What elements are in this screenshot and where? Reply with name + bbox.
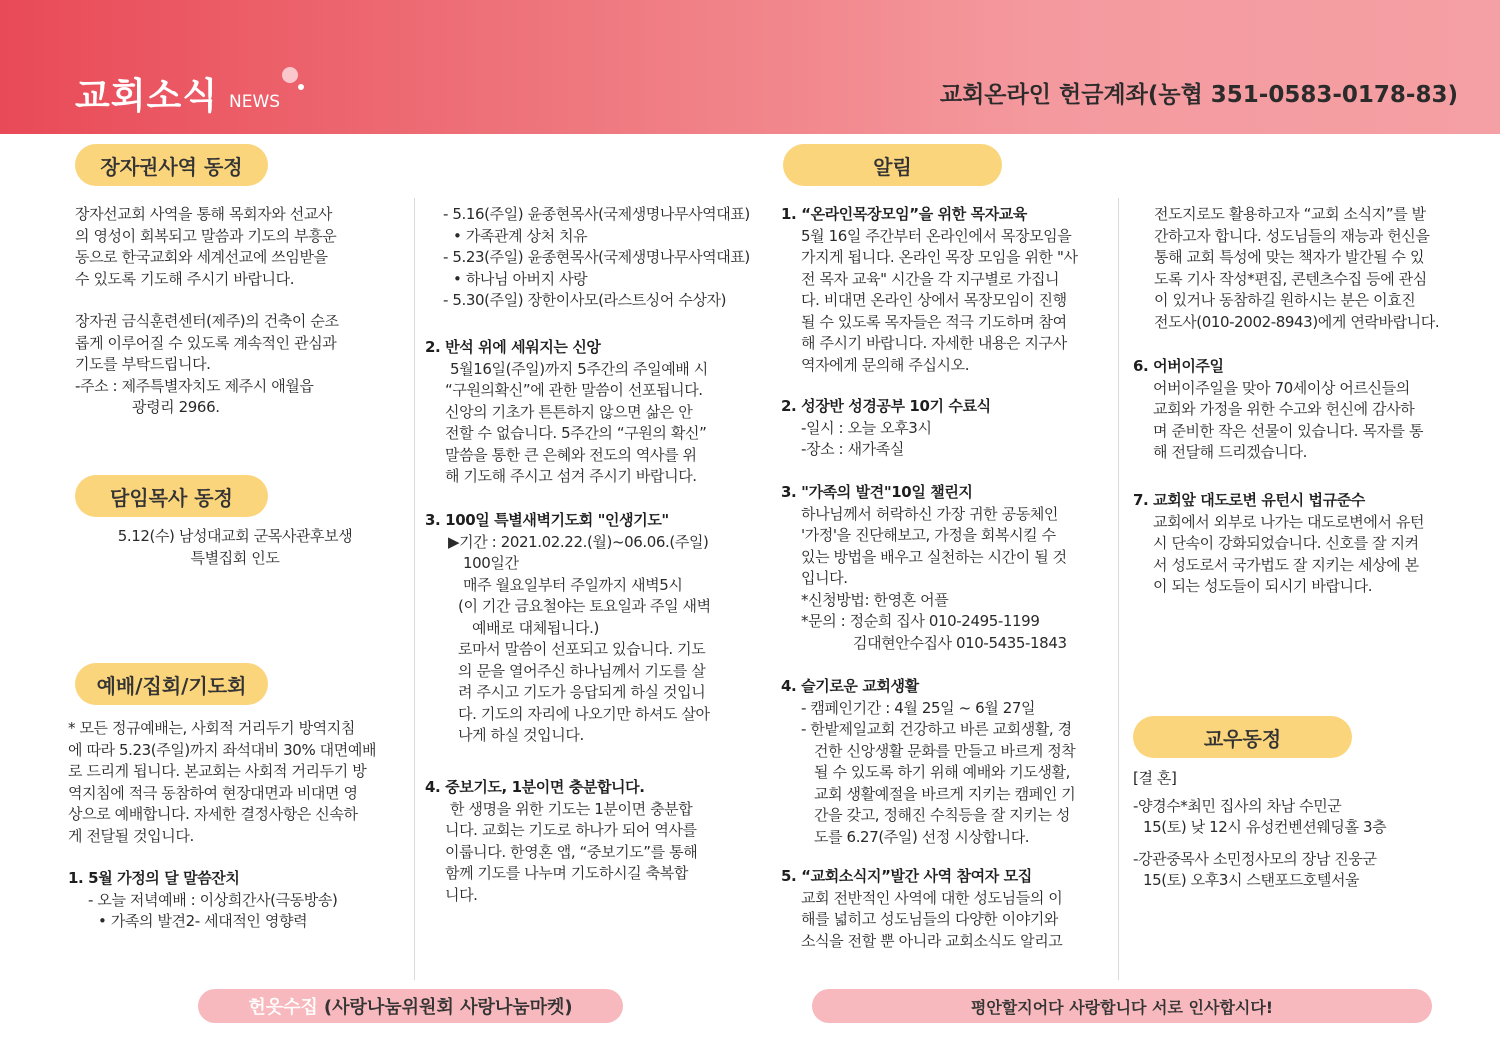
column-divider [1118, 198, 1119, 980]
column-divider [414, 198, 415, 980]
members-content: [결 혼] -양경수*최민 집사의 차남 수민군 15(토) 낮 12시 유성컨벤션웨딩홀 3층 -강관중목사 소민정사모의 장남 진웅군 15(토) 오후3시 스탠포드호텔서울 [1133, 769, 1387, 889]
sermon-schedule: - 5.16(주일) 윤종현목사(국제생명나무사역대표) • 가족관계 상처 치유 - 5.23(주일) 윤종현목사(국제생명나무사역대표) • 하나님 아버지 사랑 - 5.30(주일) 장한이사모(라스트싱어 수상자) [443, 205, 750, 309]
news-title: 교회소식 [75, 76, 219, 117]
notice-online-cell: 1. “온라인목장모임”을 위한 목자교육 5월 16일 주간부터 온라인에서 목장모임을 가지게 됩니다. 온라인 목장 모임을 위한 "사 전 목자 교육" 시간을 각 지구별로 가집니 다. 비대면 온라인 상에서 목장모임이 진행 될 수 있도록 목자들은 적극 기도하며 참여 해 주시기 바랍니다. 자세한 내용은 지구사 역자에게 문의해 주십시오. [781, 205, 1078, 374]
section-heading-pastor: 담임목사 동정 [75, 475, 268, 517]
notice-newsletter: 5. “교회소식지”발간 사역 참여자 모집 교회 전반적인 사역에 대한 성도님들의 이 해를 넓히고 성도님들의 다양한 이야기와 소식을 전할 뿐 아니라 교회소식도 알리고 [781, 867, 1063, 950]
news-subtitle: NEWS [229, 92, 281, 112]
footer-greeting [812, 989, 1432, 1023]
notice-item-2: 2. 반석 위에 세워지는 신앙 5월16일(주일)까지 5주간의 주일예배 시 “구원의확신”에 관한 말씀이 선포됩니다. 신앙의 기초가 튼튼하지 않으면 삶은 안 전할 수 없습니다. 5주간의 “구원의 확신” 말씀을 통한 큰 은혜와 전도의 역사를 위 해 기도해 주시고 섬겨 주시기 바랍니다. [425, 338, 708, 485]
worship-content: * 모든 정규예배는, 사회적 거리두기 방역지침 에 따라 5.23(주일)까지 좌석대비 30% 대면예배 로 드리게 됩니다. 본교회는 사회적 거리두기 방 역지침에 적극 동참하여 현장대면과 비대면 영 상으로 예배합니다. 자세한 결정사항은 신속하 게 전달될 것입니다. 1. 5월 가정의 달 말씀잔치 - 오늘 저녁예배 : 이상희간사(극동방송) • 가족의 발견2- 세대적인 영향력 [68, 719, 377, 930]
notice-item-3: 3. 100일 특별새벽기도회 "인생기도" ▶기간 : 2021.02.22.(월)~06.06.(주일) 100일간 매주 월요일부터 주일까지 새벽5시 (이 기간 금요철야는 토요일과 주일 새벽 예배로 대체됩니다.) 로마서 말씀이 선포되고 있습니다. 기도 의 문을 열어주신 하나님께서 기도를 살 려 주시고 기도가 응답되게 하실 것입니 다. 기도의 자리에 나오기만 하셔도 살아 나게 하실 것입니다. [425, 511, 711, 744]
offering-account: 교회온라인 헌금계좌(농협 351-0583-0178-83) [939, 82, 1458, 108]
footer-greeting-text: 평안할지어다 사랑합니다 서로 인사합시다! [970, 997, 1274, 1017]
notice-item-4: 4. 중보기도, 1분이면 충분합니다. 한 생명을 위한 기도는 1분이면 충분합 니다. 교회는 기도로 하나가 되어 역사를 이룹니다. 한영혼 앱, “중보기도”를 통해 함께 기도를 나누며 기도하시길 축복합 니다. [425, 778, 698, 904]
footer-label: (사랑나눔위원회 사랑나눔마켓) [323, 997, 573, 1018]
footer-accent-label: 헌옷수집 [248, 997, 318, 1018]
pastor-content: 5.12(수) 남성대교회 군목사관후보생 특별집회 인도 [117, 527, 353, 567]
notice-newsletter-cont: 전도지로도 활용하고자 “교회 소식지”를 발 간하고자 합니다. 성도님들의 재능과 헌신을 통해 교회 특성에 맞는 책자가 발간될 수 있 도록 기사 작성*편집, 콘텐츠수집 등에 관심 이 있거나 동참하길 원하시는 분은 이효진 전도사(010-2002-8943)에게 연락바랍니다. [1154, 205, 1440, 331]
decorative-dot-icon [298, 84, 304, 90]
notice-family-challenge: 3. "가족의 발견"10일 챌린지 하나님께서 허락하신 가장 귀한 공동체인 '가정'을 진단해보고, 가정을 회복시킬 수 있는 방법을 배우고 실천하는 시간이 될 것 입니다. *신청방법: 한영혼 어플 *문의 : 정순희 집사 010-2495-1199 김대현안수집사 010-5435-1843 [781, 483, 1067, 652]
notice-bible-study: 2. 성장반 성경공부 10기 수료식 -일시 : 오늘 오후3시 -장소 : 새가족실 [781, 397, 991, 458]
jangja-content: 장자선교회 사역을 통해 목회자와 선교사 의 영성이 회복되고 말씀과 기도의 부흥운 동으로 한국교회와 세계선교에 쓰임받을 수 있도록 기도해 주시기 바랍니다. 장자권 금식훈련센터(제주)의 건축이 순조 롭게 이루어질 수 있도록 계속적인 관심과 기도를 부탁드립니다. -주소 : 제주특별자치도 제주시 애월읍 광령리 2966. [75, 205, 339, 416]
footer-clothing-drive [198, 989, 623, 1023]
section-heading-members: 교우동정 [1133, 716, 1352, 758]
section-heading-jangja: 장자권사역 동정 [75, 144, 268, 186]
notice-parents-day: 6. 어버이주일 어버이주일을 맞아 70세이상 어르신들의 교회와 가정을 위한 수고와 헌신에 감사하 며 준비한 작은 선물이 있습니다. 목자를 통 해 전달해 드리겠습니다. [1133, 357, 1424, 461]
header-banner [0, 0, 1500, 134]
section-heading-notice: 알림 [783, 144, 1002, 186]
notice-traffic: 7. 교회앞 대도로변 유턴시 법규준수 교회에서 외부로 나가는 대도로변에서 유턴 시 단속이 강화되었습니다. 신호를 잘 지켜 서 성도로서 국가법도 잘 지키는 세상에 본 이 되는 성도들이 되시기 바랍니다. [1133, 491, 1425, 595]
decorative-dot-icon [282, 67, 298, 83]
section-heading-worship: 예배/집회/기도회 [75, 663, 268, 705]
notice-church-life: 4. 슬기로운 교회생활 - 캠페인기간 : 4월 25일 ~ 6월 27일 - 한밭제일교회 건강하고 바른 교회생활, 경 건한 신앙생활 문화를 만들고 바르게 정착 될 수 있도록 하기 위해 예배와 기도생활, 교회 생활예절을 바르게 지키는 캠페인 기 간을 갖고, 정해진 수칙등을 잘 지키는 성 도를 6.27(주일) 선정 시상합니다. [781, 677, 1076, 846]
